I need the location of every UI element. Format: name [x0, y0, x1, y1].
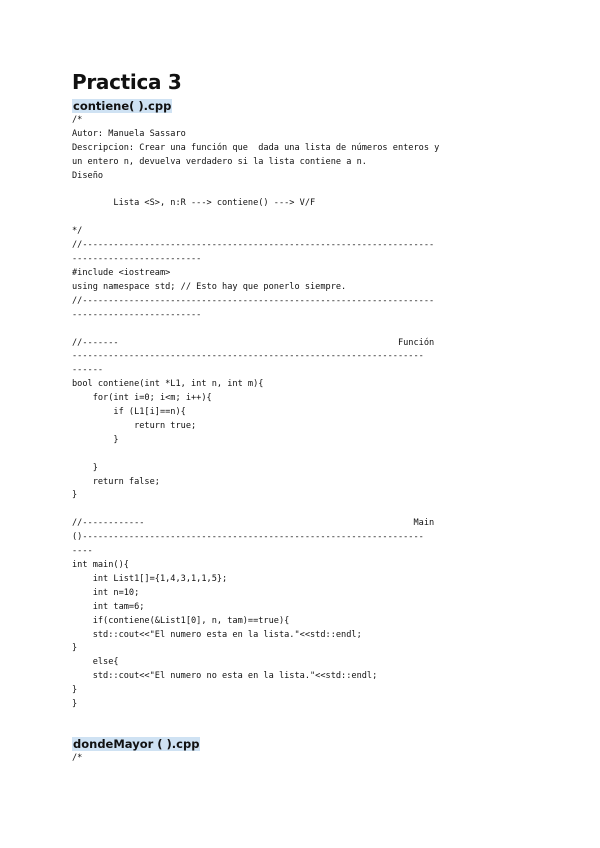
section-heading-contiene: contiene( ).cpp: [73, 99, 172, 113]
section-heading-dondemayor: dondeMayor ( ).cpp: [73, 737, 200, 751]
code-block-dondemayor: /*: [72, 753, 83, 763]
code-block-contiene: /* Autor: Manuela Sassaro Descripcion: Crear una función que dada una lista de números enteros y un entero n, devuelva verdadero si la lista contiene a n. Diseño Lista <S>, n:R ---> contiene() ---> V/F */ //-------------------------------------------------------------------- ------------------------- #include <iostream> using namespace std; // Esto hay que ponerlo siempre. //-------------------------------------------------------------------- ------------------------- //------- Función -------------------------------------------------------------------- ------ bool contiene(int *L1, int n, int m){ for(int i=0; i<m; i++){ if (L1[i]==n){ return true; } } return false; } //------------ Main ()------------------------------------------------------------------ ---- int main(){ int List1[]={1,4,3,1,1,5}; int n=10; int tam=6; if(contiene(&List1[0], n, tam)==true){ std::cout<<"El numero esta en la lista."<<std::endl; } else{ std::cout<<"El numero no esta en la lista."<<std::endl; } }: [72, 115, 440, 710]
page-title: Practica 3: [72, 70, 182, 94]
